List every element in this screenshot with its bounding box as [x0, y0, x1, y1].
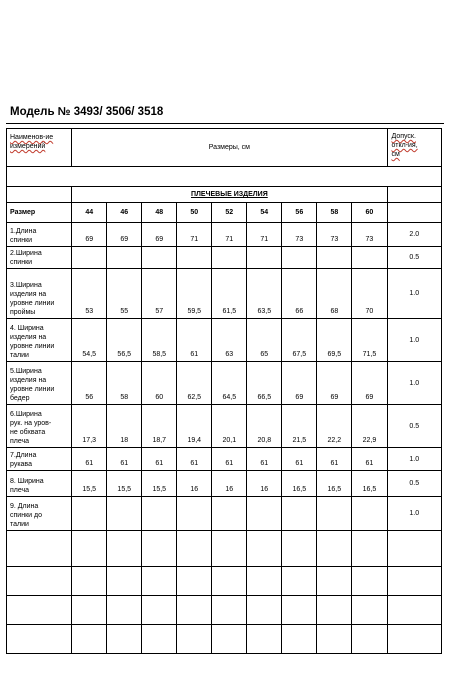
measurement-row	[7, 471, 442, 497]
empty-cell	[177, 625, 212, 654]
measurement-value: 69	[317, 362, 352, 405]
measurement-value	[142, 247, 177, 269]
empty-cell	[212, 625, 247, 654]
section-right-cell	[387, 187, 442, 203]
empty-cell	[142, 596, 177, 625]
measurement-value: 53	[72, 269, 107, 319]
measurement-value	[212, 497, 247, 531]
measurement-value: 57	[142, 269, 177, 319]
measurement-value: 68	[317, 269, 352, 319]
empty-cell	[107, 625, 142, 654]
size-label: Размер	[7, 203, 72, 223]
measurement-value: 16,5	[352, 471, 387, 497]
measurement-value: 61	[352, 448, 387, 471]
measurement-value: 63,5	[247, 269, 282, 319]
measurement-value	[317, 247, 352, 269]
measurement-name: 3.Ширина изделия на уровне линии проймы	[7, 269, 72, 319]
tolerance-value: 0.5	[387, 247, 442, 269]
tolerance-value: 1.0	[387, 269, 442, 319]
measurement-value	[142, 497, 177, 531]
empty-cell	[72, 625, 107, 654]
size-header-cell: 52	[212, 203, 247, 223]
measurement-value	[317, 497, 352, 531]
empty-cell	[317, 531, 352, 567]
measurement-value	[282, 497, 317, 531]
measurement-value	[177, 247, 212, 269]
measurement-value: 56,5	[107, 319, 142, 362]
tolerance-value: 2.0	[387, 223, 442, 247]
empty-cell	[317, 625, 352, 654]
empty-cell	[317, 596, 352, 625]
measurement-value: 20,8	[247, 405, 282, 448]
empty-cell	[107, 531, 142, 567]
size-header-cell: 56	[282, 203, 317, 223]
empty-row	[7, 531, 442, 567]
measurement-value: 16	[212, 471, 247, 497]
measurement-value: 65	[247, 319, 282, 362]
measurement-value: 71	[177, 223, 212, 247]
empty-cell	[282, 596, 317, 625]
measurement-value: 69	[352, 362, 387, 405]
empty-cell	[352, 625, 387, 654]
measurement-value: 21,5	[282, 405, 317, 448]
measurement-value: 61	[72, 448, 107, 471]
measurement-row	[7, 319, 442, 362]
empty-cell	[72, 567, 107, 596]
measurement-value: 59,5	[177, 269, 212, 319]
empty-cell	[7, 531, 72, 567]
empty-cell	[247, 567, 282, 596]
measurement-value: 61	[107, 448, 142, 471]
measurement-value: 19,4	[177, 405, 212, 448]
tolerance-value: 1.0	[387, 362, 442, 405]
section-title: ПЛЕЧЕВЫЕ ИЗДЕЛИЯ	[72, 187, 387, 203]
empty-cell	[387, 567, 442, 596]
measurement-value	[247, 497, 282, 531]
empty-cell	[142, 531, 177, 567]
measurement-value	[352, 497, 387, 531]
measurement-value: 55	[107, 269, 142, 319]
empty-cell	[72, 531, 107, 567]
header-tolerance-text: Допуск. откл-ия, см	[391, 133, 418, 158]
empty-cell	[387, 531, 442, 567]
measurement-name: 1.Длина спинки	[7, 223, 72, 247]
measurement-value	[72, 497, 107, 531]
measurement-value: 71	[247, 223, 282, 247]
measurement-value: 70	[352, 269, 387, 319]
empty-cell	[247, 625, 282, 654]
size-header-cell: 48	[142, 203, 177, 223]
measurement-value: 67,5	[282, 319, 317, 362]
measurement-value: 61,5	[212, 269, 247, 319]
size-header-row	[7, 203, 442, 223]
measurement-value: 22,2	[317, 405, 352, 448]
measurement-value: 15,5	[72, 471, 107, 497]
measurement-value: 71	[212, 223, 247, 247]
header-sizes-cell: Размеры, см	[72, 129, 387, 167]
measurement-value	[107, 247, 142, 269]
measurement-value	[282, 247, 317, 269]
tolerance-value: 1.0	[387, 497, 442, 531]
empty-cell	[72, 596, 107, 625]
measurement-value: 73	[282, 223, 317, 247]
measurement-value: 54,5	[72, 319, 107, 362]
spacer-cell	[7, 167, 442, 187]
measurement-value: 60	[142, 362, 177, 405]
measurement-value: 69,5	[317, 319, 352, 362]
measurement-name: 7.Длина рукава	[7, 448, 72, 471]
empty-cell	[352, 531, 387, 567]
measurement-value: 18,7	[142, 405, 177, 448]
measurement-value: 15,5	[107, 471, 142, 497]
size-header-tolerance-cell	[387, 203, 442, 223]
measurement-value: 15,5	[142, 471, 177, 497]
measurement-value: 61	[177, 319, 212, 362]
measurement-name: 8. Ширина плеча	[7, 471, 72, 497]
empty-cell	[7, 625, 72, 654]
measurement-value	[212, 247, 247, 269]
size-header-cell: 58	[317, 203, 352, 223]
measurement-value: 16,5	[282, 471, 317, 497]
header-name-text: Наименов-ие измерений	[10, 134, 54, 150]
measurement-row	[7, 223, 442, 247]
spacer-row	[7, 167, 442, 187]
measurement-value: 56	[72, 362, 107, 405]
empty-cell	[177, 531, 212, 567]
measurement-value: 69	[72, 223, 107, 247]
measurement-name: 5.Ширина изделия на уровне линии бедер	[7, 362, 72, 405]
measurement-row	[7, 448, 442, 471]
empty-cell	[212, 531, 247, 567]
measurement-value: 22,9	[352, 405, 387, 448]
tolerance-value: 0.5	[387, 471, 442, 497]
measurement-row	[7, 405, 442, 448]
size-header-cell: 46	[107, 203, 142, 223]
measurement-value: 16	[177, 471, 212, 497]
model-title: Модель № 3493/ 3506/ 3518	[10, 106, 164, 118]
measurement-value: 58,5	[142, 319, 177, 362]
empty-cell	[212, 567, 247, 596]
size-header-cell: 60	[352, 203, 387, 223]
measurement-value	[177, 497, 212, 531]
measurement-value: 62,5	[177, 362, 212, 405]
measurement-value: 61	[247, 448, 282, 471]
measurement-table	[6, 128, 442, 654]
empty-cell	[247, 596, 282, 625]
measurement-value: 61	[212, 448, 247, 471]
empty-cell	[387, 596, 442, 625]
empty-cell	[142, 625, 177, 654]
measurement-value: 66,5	[247, 362, 282, 405]
empty-cell	[7, 567, 72, 596]
measurement-value: 66	[282, 269, 317, 319]
section-left-cell	[7, 187, 72, 203]
measurement-value: 69	[107, 223, 142, 247]
measurement-value: 16,5	[317, 471, 352, 497]
empty-cell	[247, 531, 282, 567]
measurement-value: 69	[282, 362, 317, 405]
empty-row	[7, 596, 442, 625]
empty-cell	[212, 596, 247, 625]
measurement-name: 2.Ширина спинки	[7, 247, 72, 269]
empty-cell	[177, 567, 212, 596]
empty-cell	[7, 596, 72, 625]
measurement-row	[7, 362, 442, 405]
empty-cell	[317, 567, 352, 596]
measurement-value: 61	[177, 448, 212, 471]
empty-cell	[177, 596, 212, 625]
empty-row	[7, 567, 442, 596]
measurement-value: 69	[142, 223, 177, 247]
measurement-value	[107, 497, 142, 531]
measurement-row	[7, 269, 442, 319]
measurement-value: 71,5	[352, 319, 387, 362]
empty-cell	[282, 567, 317, 596]
empty-cell	[282, 625, 317, 654]
measurement-value	[72, 247, 107, 269]
measurement-value: 18	[107, 405, 142, 448]
empty-cell	[352, 596, 387, 625]
measurement-value: 20,1	[212, 405, 247, 448]
measurement-value: 73	[352, 223, 387, 247]
measurement-value: 63	[212, 319, 247, 362]
measurement-name: 6.Ширина рук. на уров- не обхвата плеча	[7, 405, 72, 448]
header-tolerance-cell	[387, 129, 442, 167]
measurement-name: 4. Ширина изделия на уровне линии талии	[7, 319, 72, 362]
header-name-cell	[7, 129, 72, 167]
empty-row	[7, 625, 442, 654]
empty-cell	[142, 567, 177, 596]
tolerance-value: 1.0	[387, 319, 442, 362]
measurement-value: 73	[317, 223, 352, 247]
title-underline	[6, 123, 444, 124]
section-row	[7, 187, 442, 203]
measurement-value: 58	[107, 362, 142, 405]
measurement-row	[7, 497, 442, 531]
tolerance-value: 1.0	[387, 448, 442, 471]
measurement-value: 61	[317, 448, 352, 471]
size-header-cell: 44	[72, 203, 107, 223]
measurement-name: 9. Длина спинки до талии	[7, 497, 72, 531]
measurement-value: 61	[142, 448, 177, 471]
measurement-row	[7, 247, 442, 269]
measurement-value	[352, 247, 387, 269]
empty-cell	[387, 625, 442, 654]
measurement-value: 61	[282, 448, 317, 471]
tolerance-value: 0.5	[387, 405, 442, 448]
empty-cell	[352, 567, 387, 596]
empty-cell	[107, 567, 142, 596]
header-row	[7, 129, 442, 167]
measurement-value	[247, 247, 282, 269]
size-header-cell: 50	[177, 203, 212, 223]
size-header-cell: 54	[247, 203, 282, 223]
empty-cell	[107, 596, 142, 625]
measurement-value: 17,3	[72, 405, 107, 448]
empty-cell	[282, 531, 317, 567]
measurement-value: 64,5	[212, 362, 247, 405]
measurement-value: 16	[247, 471, 282, 497]
